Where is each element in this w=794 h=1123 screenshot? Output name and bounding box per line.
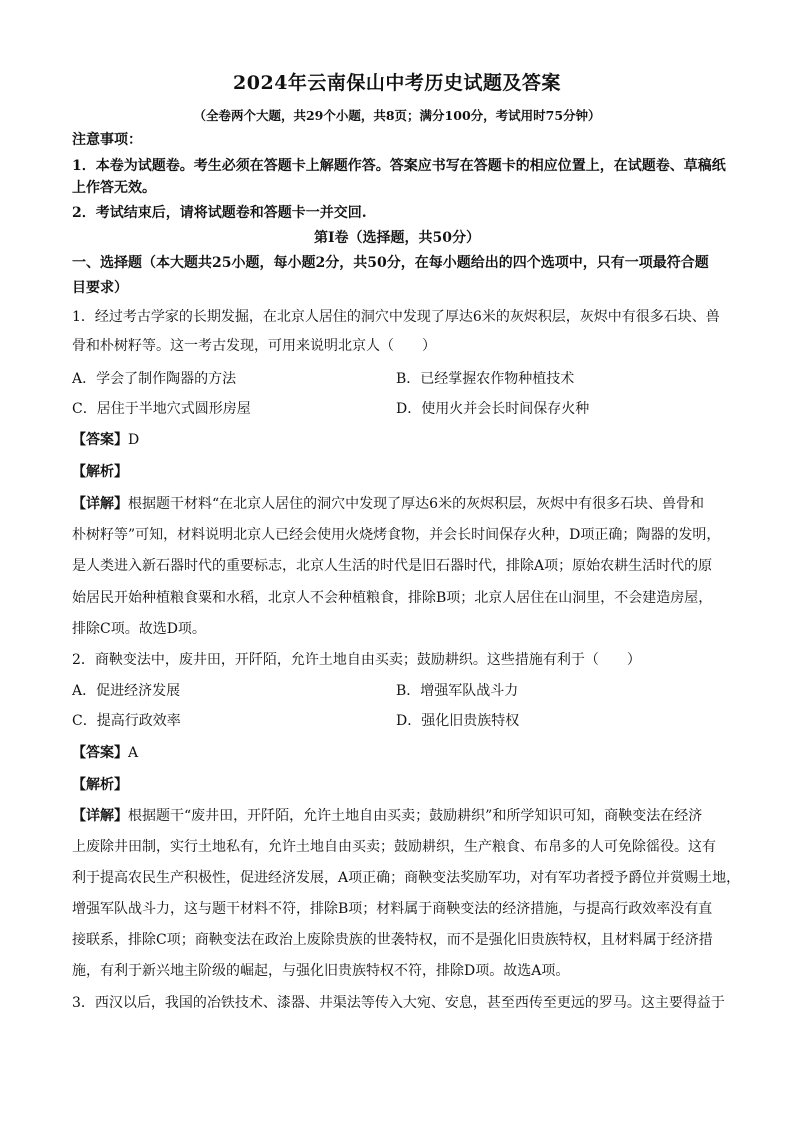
question-1-option-a: A．学会了制作陶器的方法 — [72, 371, 237, 387]
question-2-stem: 2．商鞅变法中，废井田，开阡陌，允许土地自由买卖；鼓励耕织。这些措施有利于（ ） — [72, 652, 641, 668]
question-2-option-a: A．促进经济发展 — [72, 683, 181, 699]
detail-label: 【详解】 — [72, 808, 128, 824]
question-3-stem: 3．西汉以后，我国的冶铁技术、漆器、井渠法等传入大宛、安息，甚至西传至更远的罗马。这主要得益于 — [72, 995, 725, 1011]
question-1-detail-line-5: 排除C项。故选D项。 — [72, 621, 206, 637]
question-1-option-b: B．已经掌握农作物种植技术 — [396, 371, 575, 387]
detail-label: 【详解】 — [72, 496, 128, 512]
detail-text: 根据题干材料“在北京人居住的洞穴中发现了厚达6米的灰烬积层，灰烬中有很多石块、兽骨和 — [128, 496, 705, 512]
question-1-detail-line-4: 始居民开始种植粮食粟和水稻，北京人不会种植粮食，排除B项；北京人居住在山洞里，不会建造房屋， — [72, 590, 713, 606]
question-2-option-d: D．强化旧贵族特权 — [396, 713, 520, 729]
question-1-detail-line-3: 是人类进入新石器时代的重要标志，北京人生活的时代是旧石器时代，排除A项；原始农耕生活时代的原 — [72, 558, 713, 574]
answer-value: A — [128, 745, 139, 761]
question-1-stem-cont: 骨和朴树籽等。这一考古发现，可用来说明北京人（ ） — [72, 338, 436, 354]
detail-text: 根据题干“废井田，开阡陌，允许土地自由买卖；鼓励耕织”和所学知识可知，商鞅变法在经济 — [128, 808, 703, 824]
page-subtitle: （全卷两个大题，共29个小题，共8页；满分100分，考试用时75分钟） — [193, 108, 601, 123]
question-2-option-c: C．提高行政效率 — [72, 713, 181, 729]
answer-label: 【答案】 — [72, 432, 128, 448]
question-2-detail-line-3: 利于提高农民生产积极性，促进经济发展，A项正确；商鞅变法奖励军功，对有军功者授予爵位并赏赐土地， — [72, 870, 741, 886]
question-2-detail — [72, 806, 724, 826]
question-2-detail-line-4: 增强军队战斗力，这与题干材料不符，排除B项；材料属于商鞅变法的经济措施，与提高行政效率没有直 — [72, 901, 713, 917]
question-1-detail-line-2: 朴树籽等”可知，材料说明北京人已经会使用火烧烤食物，并会长时间保存火种，D项正确；陶器的发明， — [72, 527, 721, 543]
question-1-option-d: D．使用火并会长时间保存火种 — [396, 401, 590, 417]
notice-item-1-cont: 上作答无效。 — [72, 180, 156, 196]
notice-heading: 注意事项： — [72, 132, 142, 148]
question-2-detail-line-6: 施，有利于新兴地主阶级的崛起，与强化旧贵族特权不符，排除D项。故选A项。 — [72, 963, 570, 979]
question-2-detail-line-5: 接联系，排除C项；商鞅变法在政治上废除贵族的世袭特权，而不是强化旧贵族特权，且材料属于经济措 — [72, 932, 713, 948]
page-title: 2024年云南保山中考历史试题及答案 — [233, 72, 561, 94]
question-1-answer — [72, 430, 724, 450]
section-intro: 一、选择题（本大题共25小题，每小题2分，共50分，在每小题给出的四个选项中，只有一项最符合题 — [72, 255, 709, 271]
notice-item-1: 1．本卷为试题卷。考生必须在答题卡上解题作答。答案应书写在答题卡的相应位置上，在试题卷、草稿纸 — [72, 158, 726, 174]
question-2-analysis-label: 【解析】 — [72, 777, 128, 793]
question-2-detail-line-2: 上废除井田制，实行土地私有，允许土地自由买卖；鼓励耕织，生产粮食、布帛多的人可免除徭役。这有 — [72, 839, 716, 855]
question-2-answer — [72, 743, 724, 763]
question-1-option-c: C．居住于半地穴式圆形房屋 — [72, 401, 251, 417]
answer-value: D — [128, 432, 140, 448]
question-2-option-b: B．增强军队战斗力 — [396, 683, 519, 699]
notice-item-2: 2．考试结束后，请将试题卷和答题卡一并交回. — [72, 205, 367, 221]
answer-label: 【答案】 — [72, 745, 128, 761]
question-1-detail — [72, 494, 724, 514]
question-1-stem: 1．经过考古学家的长期发掘，在北京人居住的洞穴中发现了厚达6米的灰烬积层，灰烬中有很多石块、兽 — [72, 309, 720, 325]
section-title: 第Ⅰ卷（选择题，共50分） — [313, 230, 481, 246]
section-intro-cont: 目要求） — [72, 280, 128, 296]
question-1-analysis-label: 【解析】 — [72, 464, 128, 480]
